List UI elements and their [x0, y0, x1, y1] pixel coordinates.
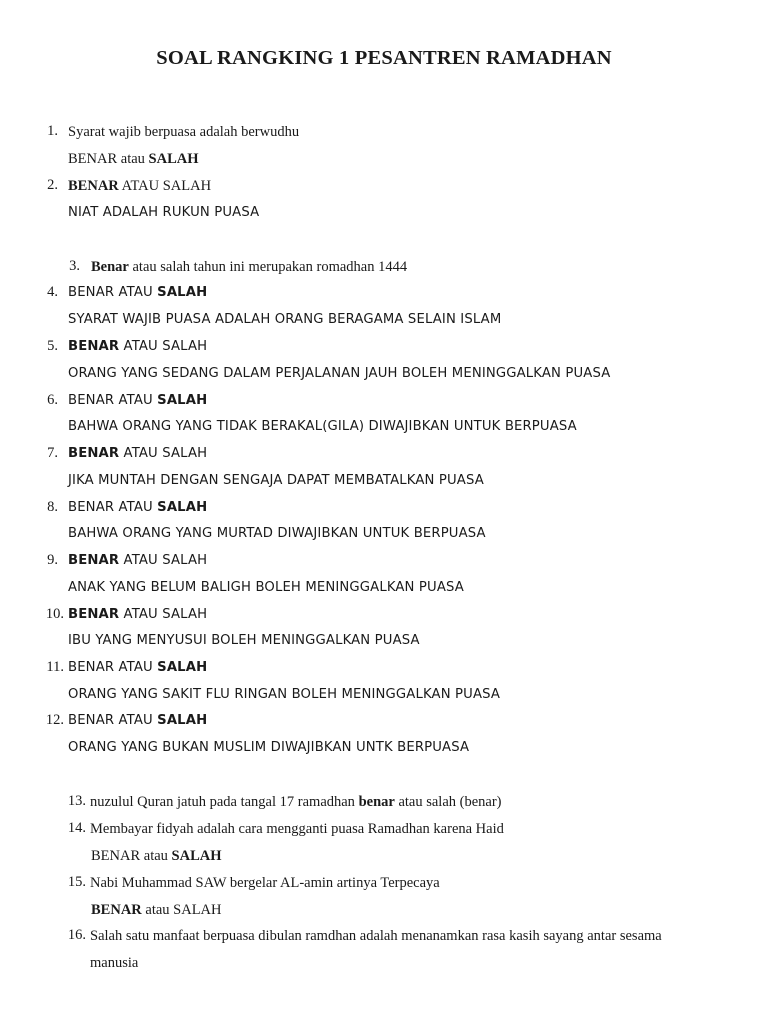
item-number: 1.: [47, 123, 58, 139]
answer-choice: BENAR ATAU SALAH: [68, 607, 208, 622]
item-number: 13.: [67, 793, 86, 809]
question-text: Salah satu manfaat berpuasa dibulan ramdhan adalah menanamkan rasa kasih sayang antar sesama: [90, 928, 662, 944]
item-number: 10.: [45, 606, 64, 622]
question-text: ORANG YANG SAKIT FLU RINGAN BOLEH MENINGGALKAN PUASA: [68, 687, 501, 702]
question-text: IBU YANG MENYUSUI BOLEH MENINGGALKAN PUASA: [68, 633, 420, 648]
answer-choice: BENAR ATAU SALAH: [68, 500, 208, 515]
item-number: 3.: [69, 258, 80, 274]
answer-choice: BENAR ATAU SALAH: [68, 660, 208, 675]
question-text: ANAK YANG BELUM BALIGH BOLEH MENINGGALKAN PUASA: [68, 580, 464, 595]
question-text: Nabi Muhammad SAW bergelar AL-amin artinya Terpecaya: [90, 875, 440, 891]
item-number: 8.: [47, 499, 58, 515]
question-text: Membayar fidyah adalah cara mengganti puasa Ramadhan karena Haid: [90, 821, 504, 837]
answer-choice: BENAR ATAU SALAH: [68, 339, 208, 354]
answer-choice: BENAR ATAU SALAH: [68, 178, 212, 194]
answer-choice: BENAR atau SALAH: [91, 848, 222, 864]
question-text: NIAT ADALAH RUKUN PUASA: [68, 205, 260, 220]
answer-choice: BENAR atau SALAH: [68, 151, 199, 167]
question-text: JIKA MUNTAH DENGAN SENGAJA DAPAT MEMBATALKAN PUASA: [68, 473, 484, 488]
question-text: ORANG YANG BUKAN MUSLIM DIWAJIBKAN UNTK BERPUASA: [68, 740, 470, 755]
answer-choice: BENAR ATAU SALAH: [68, 446, 208, 461]
item-number: 12.: [45, 712, 64, 728]
item-number: 7.: [47, 445, 58, 461]
question-text-continued: manusia: [90, 955, 139, 971]
answer-choice: BENAR ATAU SALAH: [68, 553, 208, 568]
item-number: 2.: [47, 177, 58, 193]
item-number: 11.: [46, 659, 64, 675]
item-number: 9.: [47, 552, 58, 568]
answer-choice: BENAR ATAU SALAH: [68, 393, 208, 408]
question-text: BAHWA ORANG YANG MURTAD DIWAJIBKAN UNTUK BERPUASA: [68, 526, 486, 541]
question-text: Syarat wajib berpuasa adalah berwudhu: [68, 124, 300, 140]
question-text: Benar atau salah tahun ini merupakan romadhan 1444: [91, 259, 408, 275]
item-number: 15.: [67, 874, 86, 890]
answer-choice: BENAR ATAU SALAH: [68, 285, 208, 300]
item-number: 14.: [67, 820, 86, 836]
question-text: ORANG YANG SEDANG DALAM PERJALANAN JAUH BOLEH MENINGGALKAN PUASA: [68, 366, 611, 381]
answer-choice: BENAR atau SALAH: [91, 902, 222, 918]
question-text: nuzulul Quran jatuh pada tangal 17 ramadhan benar atau salah (benar): [90, 794, 502, 810]
question-text: SYARAT WAJIB PUASA ADALAH ORANG BERAGAMA SELAIN ISLAM: [68, 312, 502, 327]
item-number: 4.: [47, 284, 58, 300]
item-number: 6.: [47, 392, 58, 408]
item-number: 16.: [67, 927, 86, 943]
question-text: BAHWA ORANG YANG TIDAK BERAKAL(GILA) DIWAJIBKAN UNTUK BERPUASA: [68, 419, 577, 434]
item-number: 5.: [47, 338, 58, 354]
answer-choice: BENAR ATAU SALAH: [68, 713, 208, 728]
page-title: SOAL RANGKING 1 PESANTREN RAMADHAN: [156, 47, 612, 69]
